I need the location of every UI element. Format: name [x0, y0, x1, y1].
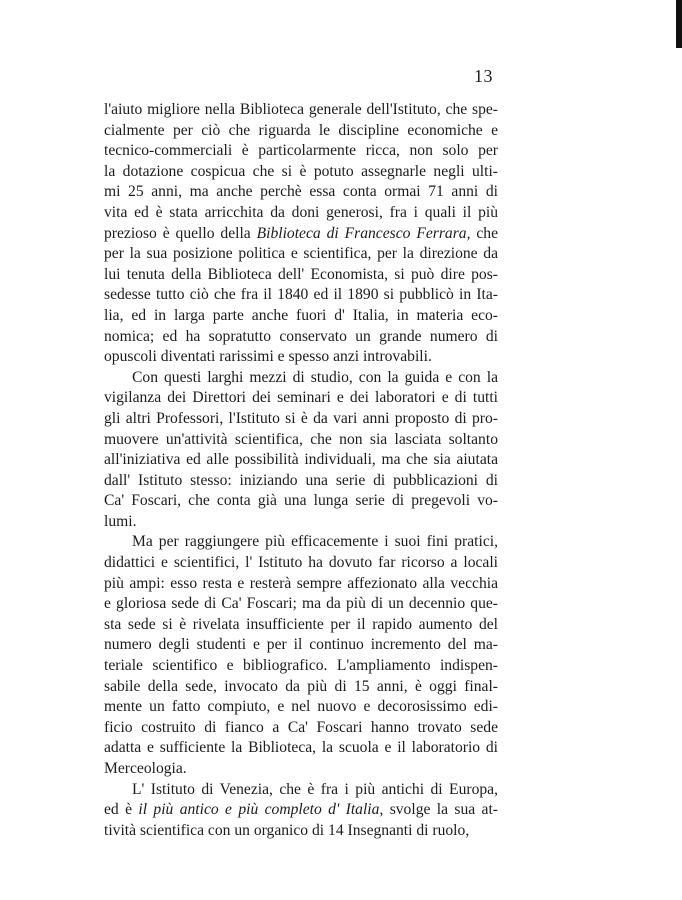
text-run: svolge la sua at- — [383, 801, 498, 819]
text-run: teriale scientifico e bibliografico. L'ampliamento indispen- — [104, 657, 498, 675]
text-line — [104, 738, 498, 759]
text-run: tecnico-commerciali è particolarmente ricca, non solo per — [104, 142, 498, 160]
text-line — [104, 244, 498, 265]
page-number: 13 — [474, 66, 493, 86]
text-run: e gloriosa sede di Ca' Foscari; ma da più di un decennio que- — [104, 595, 498, 613]
text-line — [104, 594, 498, 615]
scan-edge-mark — [676, 0, 682, 48]
text-line — [104, 224, 498, 245]
text-run: la dotazione cospicua che si è potuto assegnarle negli ulti- — [104, 162, 498, 180]
text-line — [104, 780, 498, 801]
text-run: opuscoli diventati rarissimi e spesso anzi introvabili. — [104, 348, 432, 366]
text-line — [104, 491, 498, 512]
text-run: gli altri Professori, l'Istituto si è da vari anni proposto di pro- — [104, 409, 498, 427]
text-line — [104, 162, 498, 183]
text-line — [104, 718, 498, 739]
text-line — [104, 100, 498, 121]
text-run: dall' Istituto stesso: iniziando una serie di pubblicazioni di — [104, 471, 498, 489]
text-line — [104, 265, 498, 286]
text-run: L' Istituto di Venezia, che è fra i più antichi di Europa, — [132, 780, 498, 798]
text-line — [104, 800, 498, 821]
text-line — [104, 532, 498, 553]
text-line — [104, 512, 498, 533]
text-run: lia, ed in larga parte anche fuori d' Italia, in materia eco- — [104, 306, 498, 324]
italic-text-run: il più antico e più completo d' Italia, — [138, 801, 384, 819]
text-line — [104, 388, 498, 409]
text-run: ficio costruito di fianco a Ca' Foscari hanno trovato sede — [104, 718, 498, 736]
text-run: didattici e scientifici, l' Istituto ha dovuto far ricorso a locali — [104, 554, 498, 572]
text-line — [104, 574, 498, 595]
text-run: all'iniziativa ed alle possibilità individuali, ma che sia aiutata — [104, 451, 498, 469]
text-run: sabile della sede, invocato da più di 15 anni, è oggi final- — [104, 677, 498, 695]
text-line — [104, 141, 498, 162]
text-run: vita ed è stata arricchita da doni generosi, fra i quali il più — [104, 203, 498, 221]
text-run: adatta e sufficiente la Biblioteca, la scuola e il laboratorio di — [104, 739, 498, 757]
text-run: Merceologia. — [104, 760, 187, 777]
paragraph — [104, 100, 498, 368]
text-line — [104, 553, 498, 574]
text-line — [104, 182, 498, 203]
text-line — [104, 471, 498, 492]
italic-text-run: Biblioteca di Francesco Ferrara, — [256, 224, 471, 242]
text-run: mi 25 anni, ma anche perchè essa conta ormai 71 anni di — [104, 183, 498, 201]
text-line — [104, 285, 498, 306]
text-line — [104, 327, 498, 348]
text-run: Con questi larghi mezzi di studio, con la guida e con la — [132, 368, 498, 386]
text-line — [104, 430, 498, 451]
text-line — [104, 615, 498, 636]
body-text — [104, 100, 498, 841]
text-run: prezioso è quello della — [104, 224, 257, 242]
text-run: per la sua posizione politica e scientifica, per la direzione da — [104, 245, 498, 263]
text-line — [104, 347, 498, 368]
text-run: mente un fatto compiuto, e nel nuovo e decorosissimo edi- — [104, 698, 498, 716]
text-line — [104, 409, 498, 430]
text-run: lui tenuta della Biblioteca dell' Economista, si può dire pos- — [104, 265, 498, 283]
text-run: più ampi: esso resta e resterà sempre affezionato alla vecchia — [104, 574, 498, 592]
text-line — [104, 677, 498, 698]
text-line — [104, 656, 498, 677]
text-run: numero degli studenti e per il continuo incremento del ma- — [104, 636, 498, 654]
text-run: che — [470, 224, 499, 242]
paragraph — [104, 368, 498, 533]
text-line — [104, 121, 498, 142]
text-run: lumi. — [104, 512, 137, 530]
text-run: muovere un'attività scientifica, che non sia lasciata soltanto — [104, 430, 498, 448]
text-run: Ca' Foscari, che conta già una lunga serie di pregevoli vo- — [104, 492, 498, 510]
text-run: sedesse tutto ciò che fra il 1840 ed il 1890 si pubblicò in Ita- — [104, 286, 498, 304]
text-line — [104, 635, 498, 656]
text-line — [104, 306, 498, 327]
text-run: vigilanza dei Direttori dei seminari e dei laboratori e di tutti — [104, 389, 498, 407]
text-line — [104, 203, 498, 224]
text-line — [104, 697, 498, 718]
paragraph — [104, 780, 498, 842]
text-run: sta sede si è rivelata insufficiente per il rapido aumento del — [104, 615, 498, 633]
text-run: Ma per raggiungere più efficacemente i suoi fini pratici, — [132, 533, 498, 551]
text-line — [104, 759, 498, 780]
text-run: ed è — [104, 801, 139, 819]
text-run: tività scientifica con un organico di 14 Insegnanti di ruolo, — [104, 821, 470, 839]
text-run: nomica; ed ha sopratutto conservato un grande numero di — [104, 327, 498, 345]
text-line — [104, 821, 498, 842]
text-run: l'aiuto migliore nella Biblioteca generale dell'Istituto, che spe- — [104, 101, 498, 118]
text-run: cialmente per ciò che riguarda le discipline economiche e — [104, 121, 498, 139]
text-line — [104, 450, 498, 471]
text-line — [104, 368, 498, 389]
paragraph — [104, 532, 498, 779]
